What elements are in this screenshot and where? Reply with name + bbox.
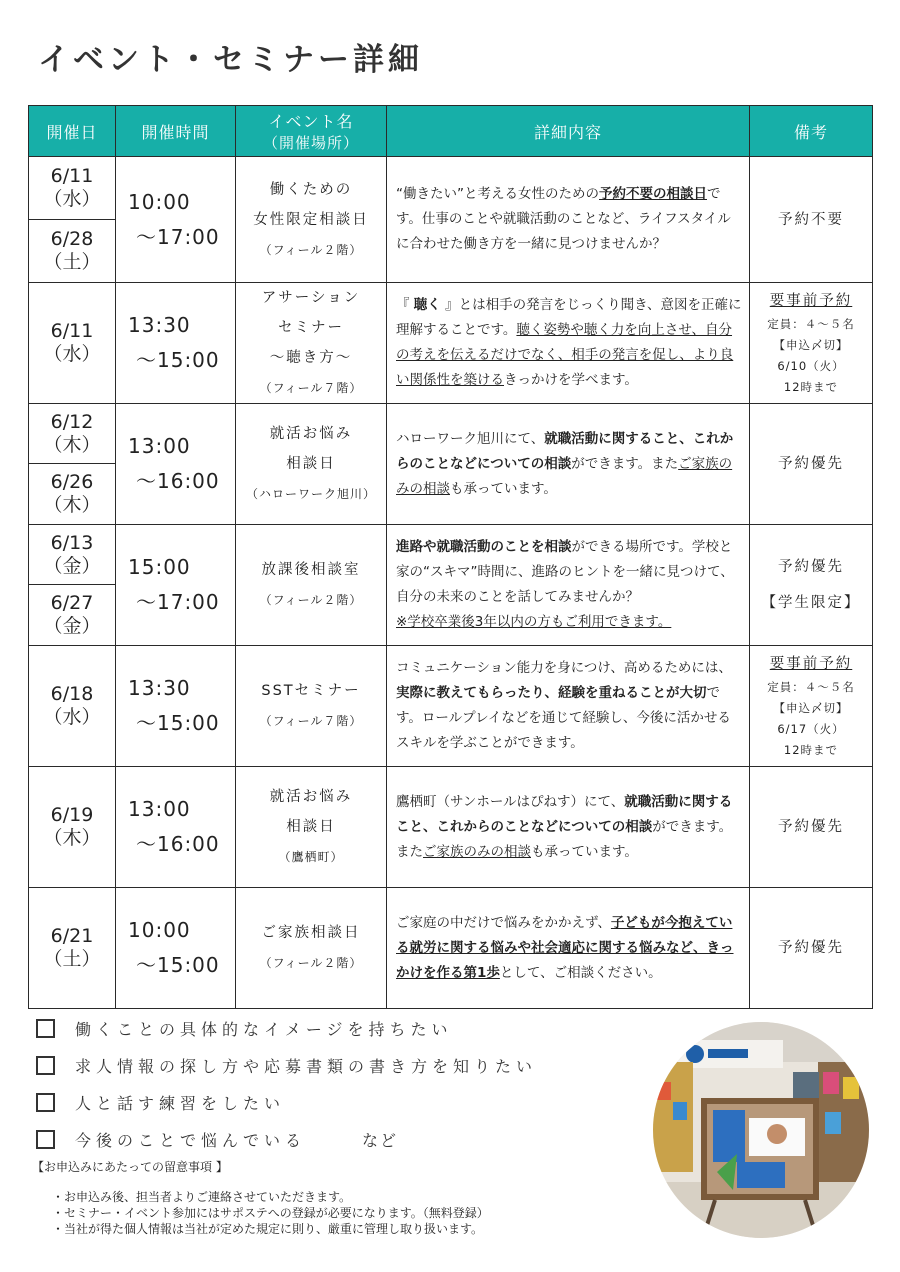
note-main: 予約不要 [778,211,844,228]
detail-cell [387,646,750,767]
checklist [36,1010,537,1158]
note-main: 予約優先 [778,940,844,956]
time-end: ～15:00 [136,711,220,735]
note-cell [750,646,873,767]
event-name-line: 働くための [269,181,353,198]
date-weekday: （水） [43,706,101,728]
date-cell [29,888,116,1009]
date-weekday: （金） [43,615,101,637]
detail-text: 実際に教えてもらったり、経験を重ねることが大切 [396,685,707,701]
event-name-cell [236,767,387,888]
detail-text: ができる場所です。学校と家の“スキマ”時間に、進路のヒントを一緒に見つけて、自分の未来のことを話してみませんか？ [396,539,734,605]
detail-text: ができます。また [396,818,733,860]
date-cell [29,585,116,646]
time-start: 13:30 [128,676,191,700]
time-cell [116,157,236,283]
detail-text: ご家族のみの相談 [423,843,531,860]
caution-item: ・セミナー・イベント参加にはサポステへの登録が必要になります。（無料登録） [52,1206,489,1220]
detail-text: 『 [396,297,414,313]
date-weekday: （水） [43,343,101,365]
time-end: ～15:00 [136,953,220,977]
time-cell [116,767,236,888]
note-line: 6/17（火） [777,722,845,736]
note-line: 定員：４～５名 [767,317,855,331]
detail-text: コミュニケーション能力を身につけ、高めるためには、 [396,660,732,676]
note-line: 12時まで [783,380,839,394]
checklist-item [36,1121,537,1158]
time-end: ～16:00 [136,832,220,856]
date-weekday: （土） [43,251,101,273]
note-line: 【申込〆切】 [773,701,849,715]
caution-item: ・お申込み後、担当者よりご連絡させていただきます。 [52,1190,352,1204]
time-start: 10:00 [128,189,191,214]
event-name-line: アサーション [261,290,361,306]
event-venue: （フィール２階） [259,242,363,257]
date-day: 6/18 [50,683,94,705]
event-name-line: ～聴き方～ [269,350,353,366]
note-line: 6/10（火） [777,359,845,373]
date-weekday: （金） [43,554,101,577]
checklist-item [36,1047,537,1084]
detail-text: も承っています。 [450,480,557,497]
office-photo-illustration [653,1022,869,1238]
checklist-item [36,1084,537,1121]
date-cell [29,404,116,464]
date-day: 6/12 [50,410,94,433]
detail-text: 進路や就職活動のことを相談 [396,539,572,555]
note-cell [750,767,873,888]
header-time: 開催時間 [116,106,236,157]
table-row [29,283,873,404]
detail-text: ご家族のみの相談 [396,455,733,497]
table-row [29,525,873,585]
time-start: 13:30 [128,313,191,337]
detail-cell [387,767,750,888]
caution-item: ・当社が得た個人情報は当社が定めた規定に則り、厳重に管理し取り扱います。 [52,1222,484,1236]
detail-text: ご家庭の中だけで悩みをかかえず、 [396,914,611,931]
event-name-line: ご家族相談日 [261,925,361,941]
detail-cell [387,283,750,404]
time-start: 10:00 [128,918,191,942]
date-cell [29,283,116,404]
event-venue: （ハローワーク旭川） [245,487,376,501]
note-cell [750,283,873,404]
detail-cell [387,404,750,525]
event-table [28,105,873,1009]
time-end: ～15:00 [136,348,220,372]
detail-text: 予約不要の相談日 [599,186,707,202]
detail-text: “働きたい”と考える女性のための [396,186,599,202]
table-row [29,888,873,1009]
date-day: 6/19 [50,804,94,826]
note-cell [750,404,873,525]
time-cell [116,646,236,767]
event-name-cell [236,404,387,525]
event-venue: （フィール７階） [259,381,363,395]
table-row [29,404,873,464]
date-day: 6/21 [50,925,94,947]
checklist-item-text: 求人情報の探し方や応募書類の書き方を知りたい [75,1057,538,1076]
event-venue: （フィール２階） [259,593,363,607]
note-line: 【申込〆切】 [773,338,849,352]
date-day: 6/26 [50,471,94,493]
time-end: ～17:00 [136,590,220,614]
date-day: 6/11 [50,320,94,342]
checkbox-icon [36,1130,55,1149]
detail-cell [387,525,750,646]
date-cell [29,767,116,888]
detail-text: です。ロールプレイなどを通じて経験し、今後に活かせるスキルを学ぶことができます。 [396,685,731,751]
event-name-cell [236,646,387,767]
header-name-sub: （開催場所） [262,134,359,152]
event-name-line: セミナー [278,320,344,336]
event-name-line: 相談日 [286,456,336,472]
checkbox-icon [36,1093,55,1112]
note-main: 予約優先 [778,819,844,835]
event-name-cell [236,283,387,404]
detail-cell [387,888,750,1009]
checklist-item-text: 人と話す練習をしたい [75,1094,286,1113]
note-cell [750,525,873,646]
date-cell [29,157,116,220]
detail-text: です。仕事のことや就職活動のことなど、ライフスタイルに合わせた働き方を一緒に見つけませんか？ [396,186,731,252]
note-line: 定員：４～５名 [767,680,855,694]
detail-text: 』とは相手の発言をじっくり聞き、意図を正確に理解することです。 [396,297,742,338]
date-weekday: （木） [43,494,101,516]
checklist-item-text: 働くことの具体的なイメージを持ちたい [75,1020,453,1039]
event-venue: （フィール２階） [259,956,363,970]
event-name-cell [236,157,387,283]
time-cell [116,404,236,525]
detail-text: ハローワーク旭川にて、 [396,430,545,447]
date-weekday: （木） [43,433,101,456]
cautions [32,1158,489,1237]
detail-text: ができます。また [571,455,679,472]
date-weekday: （水） [43,188,101,210]
detail-text: 聴く姿勢や聴く力を向上させ、自分の考えを伝えるだけでなく、相手の発言を促し、より良い関係性を築ける [396,322,734,388]
note-main: 予約優先 [778,559,844,575]
event-venue: （フィール７階） [259,714,363,728]
time-cell [116,283,236,404]
event-name-line: 相談日 [286,819,336,835]
time-start: 13:00 [128,797,191,821]
event-name-line: 女性限定相談日 [253,211,369,228]
detail-text: として、ご相談ください。 [499,964,662,981]
note-heading: 要事前予約 [769,293,853,309]
date-weekday: （木） [43,827,101,849]
note-cell [750,157,873,283]
date-weekday: （土） [43,948,101,970]
detail-cell [387,157,750,283]
checklist-suffix: など [362,1131,399,1150]
event-name-line: 就活お悩み [269,426,353,442]
header-detail: 詳細内容 [387,106,750,157]
time-end: ～16:00 [136,469,220,493]
header-name [236,106,387,157]
table-row [29,767,873,888]
date-day: 6/11 [50,165,94,187]
note-extra: 【学生限定】 [761,595,861,611]
detail-text: 就職活動に関すること、これからのことなどについての相談 [396,793,733,835]
detail-text: きっかけを学べます。 [504,372,638,388]
time-cell [116,525,236,646]
checklist-item-text: 今後のことで悩んでいる [75,1131,307,1150]
checkbox-icon [36,1056,55,1075]
page-title: イベント・セミナー詳細 [38,42,423,78]
detail-text: 子どもが今抱えている就労に関する悩みや社会適応に関する悩みなど、きっかけを作る第1歩 [396,914,734,981]
time-start: 13:00 [128,434,191,458]
table-row [29,157,873,220]
detail-text: 聴く [413,297,441,313]
note-main: 予約優先 [778,456,844,472]
event-name-line: SSTセミナー [261,683,361,699]
detail-text: ※学校卒業後3年以内の方もご利用できます。 [396,614,672,630]
note-line: 12時まで [783,743,839,757]
note-heading: 要事前予約 [769,656,853,672]
time-end: ～17:00 [136,224,220,249]
event-name-cell [236,525,387,646]
table-header-row [29,106,873,157]
time-cell [116,888,236,1009]
date-day: 6/13 [50,531,94,554]
date-cell [29,646,116,767]
detail-text: 就職活動に関すること、これからのことなどについての相談 [396,430,734,472]
time-start: 15:00 [128,555,191,579]
header-date: 開催日 [29,106,116,157]
date-day: 6/28 [50,228,94,250]
checkbox-icon [36,1019,55,1038]
table-row [29,646,873,767]
event-name-cell [236,888,387,1009]
event-name-line: 就活お悩み [269,789,353,805]
date-cell [29,525,116,585]
date-day: 6/27 [50,592,94,614]
checklist-item [36,1010,537,1047]
cautions-heading: 【お申込みにあたっての留意事項 】 [32,1160,228,1174]
date-cell [29,464,116,525]
event-name-line: 放課後相談室 [261,562,361,578]
event-venue: （鷹栖町） [278,850,344,864]
date-cell [29,220,116,283]
note-cell [750,888,873,1009]
header-note: 備考 [750,106,873,157]
header-name-main: イベント名 [268,112,354,131]
detail-text: 鷹栖町（サンホールはぴねす）にて、 [396,793,625,810]
office-photo [653,1022,869,1238]
detail-text: も承っています。 [531,843,638,860]
